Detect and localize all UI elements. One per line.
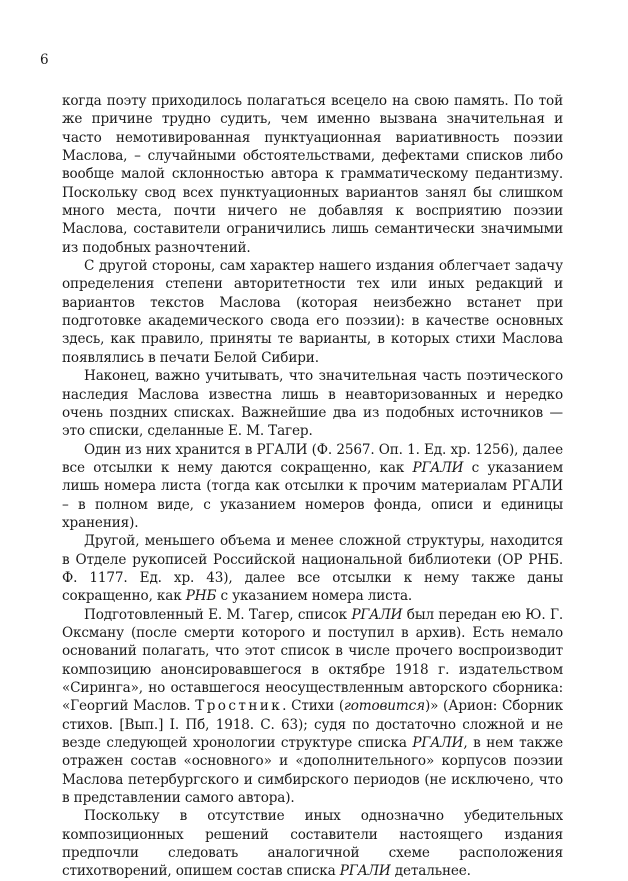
spaced-title: Тростник xyxy=(195,698,283,715)
paragraph xyxy=(62,606,563,808)
italic-term: РГАЛИ xyxy=(351,606,403,623)
page-number: 6 xyxy=(40,52,49,68)
text-run: был передан ею Ю. Г. Оксману (после смерти которого и поступил в архив). Есть немало оснований полагать, что этот список в числе прочего воспроизводит композицию анонсировавшегося в октябре 1918 г. издательством «Сиринга», но оставшегося неосуществленным авторского сборника: «Георгий Маслов. xyxy=(62,606,563,715)
text-run: С другой стороны, сам характер нашего издания облегчает задачу определения степени авторитетности тех или иных редакций и вариантов текстов Маслова (которая неизбежно встанет при подготовке академического свода его поэзии): в качестве основных здесь, как правило, приняты те варианты, в которых стихи Маслова появлялись в печати Белой Сибири. xyxy=(62,258,563,366)
text-run: Поскольку в отсутствие иных однозначно убедительных композиционных решений составители настоящего издания предпочли следовать аналогичной схеме расположения стихотворений, опишем состав списка xyxy=(62,808,563,880)
paragraph xyxy=(62,257,563,367)
paragraph xyxy=(62,92,563,257)
text-run: с указанием лишь номера листа (тогда как отсылки к прочим материалам РГАЛИ – в полном виде, с указанием номеров фонда, описи и единицы хранения). xyxy=(62,459,563,531)
text-run: с указанием номера листа. xyxy=(216,588,413,605)
paragraph xyxy=(62,807,563,880)
paragraph xyxy=(62,367,563,440)
text-run: , в нем также отражен состав «основного» и «дополнительного» корпусов поэзии Маслова петербургского и симбирского периодов (не исключено, что в представлении самого автора). xyxy=(62,735,563,807)
paragraph xyxy=(62,441,563,533)
italic-term: готовится xyxy=(343,698,425,715)
text-run: Наконец, важно учитывать, что значительная часть поэтического наследия Маслова известна лишь в неавторизованных и нередко очень поздних списках. Важнейшие два из подобных источников — это списки, сделанные Е. М. Тагер. xyxy=(62,368,563,440)
italic-term: РНБ xyxy=(185,588,217,605)
text-run: Один из них хранится в РГАЛИ (Ф. 2567. Оп. 1. Ед. хр. 1256), далее все отсылки к нему даются сокращенно, как xyxy=(62,441,563,476)
paragraph xyxy=(62,532,563,605)
italic-term: РГАЛИ xyxy=(412,459,464,476)
text-run: Другой, меньшего объема и менее сложной структуры, находится в Отделе рукописей Российской национальной библиотеки (ОР РНБ. Ф. 1177. Ед. хр. 43), далее все отсылки к нему также даны сокращенно, как xyxy=(62,533,563,605)
italic-term: РГАЛИ xyxy=(339,863,391,880)
text-run: . Стихи ( xyxy=(282,698,344,715)
text-run: детальнее. xyxy=(390,863,471,880)
italic-term: РГАЛИ xyxy=(412,735,464,752)
body-text xyxy=(62,92,563,881)
text-run: когда поэту приходилось полагаться всецело на свою память. По той же причине трудно судить, чем именно вызвана значительная и часто немотивированная пунктуационная вариативность поэзии Маслова, – случайными обстоятельствами, дефектами списков либо вообще малой склонностью автора к грамматическому педантизму. Поскольку свод всех пунктуационных вариантов занял бы слишком много места, почти ничего не добавляя к восприятию поэзии Маслова, составители ограничились лишь семантически значимыми из подобных разночтений. xyxy=(62,93,563,256)
text-run: )» (Арион: Сборник стихов. [Вып.] I. Пб, 1918. С. 63); судя по достаточно сложной и не везде следующей хронологии структуре списка xyxy=(62,698,563,752)
text-run: Подготовленный Е. М. Тагер, список xyxy=(84,606,352,623)
